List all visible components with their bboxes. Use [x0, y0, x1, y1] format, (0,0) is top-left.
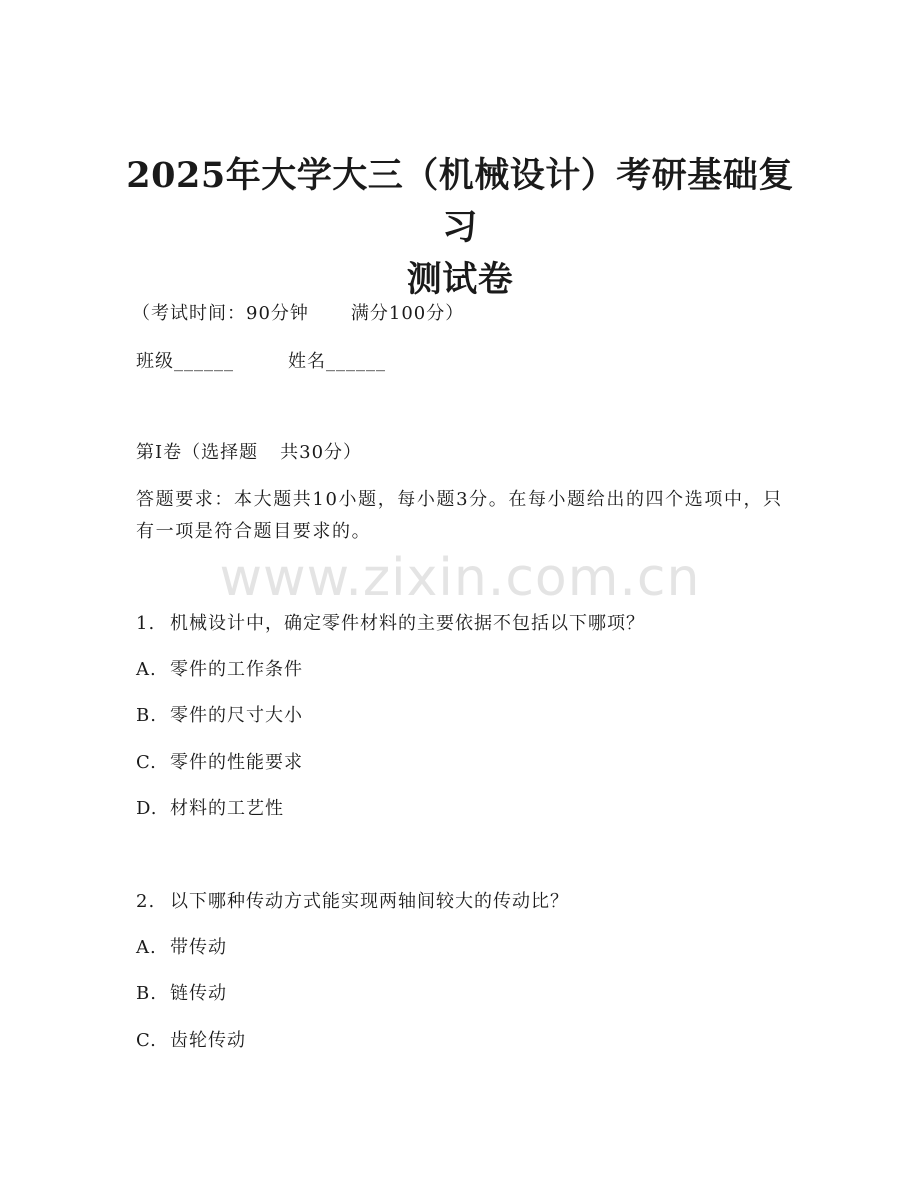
question-number: 1. — [136, 613, 156, 634]
option-text: 零件的性能要求 — [170, 752, 303, 773]
exam-info — [132, 297, 464, 331]
question-text: 机械设计中，确定零件材料的主要依据不包括以下哪项？ — [170, 613, 645, 634]
question-1 — [136, 607, 645, 641]
question-number: 2. — [136, 891, 156, 912]
option-text: 零件的工作条件 — [170, 659, 303, 680]
option-letter: C. — [136, 1030, 157, 1051]
name-field: 姓名______ — [288, 351, 386, 372]
title-line-1: 2025年大学大三（机械设计）考研基础复习 — [126, 155, 794, 248]
option-text: 链传动 — [170, 983, 227, 1004]
document-title — [110, 150, 810, 306]
option-text: 带传动 — [170, 937, 227, 958]
section-heading — [136, 436, 362, 470]
option-text: 齿轮传动 — [170, 1030, 246, 1051]
section-heading-left: 第Ⅰ卷（选择题 — [136, 442, 259, 463]
exam-score: 满分100分） — [350, 303, 465, 324]
section-instructions: 答题要求：本大题共10小题，每小题3分。在每小题给出的四个选项中，只有一项是符合题目要求的。 — [136, 489, 783, 542]
question-2-option-c — [136, 1024, 246, 1058]
exam-time: （考试时间：90分钟 — [132, 303, 309, 324]
question-2-option-a — [136, 931, 227, 965]
question-1-option-c — [136, 746, 303, 780]
option-letter: D. — [136, 798, 158, 819]
question-2-option-b — [136, 977, 227, 1011]
question-text: 以下哪种传动方式能实现两轴间较大的传动比？ — [170, 891, 569, 912]
student-fields — [136, 345, 386, 379]
class-field: 班级______ — [136, 351, 234, 372]
section-heading-right: 共30分） — [280, 442, 363, 463]
option-letter: A. — [136, 937, 157, 958]
option-text: 材料的工艺性 — [170, 798, 284, 819]
question-1-option-b — [136, 699, 303, 733]
option-letter: A. — [136, 659, 157, 680]
title-line-2: 测试卷 — [406, 259, 514, 300]
question-1-option-a — [136, 653, 303, 687]
option-text: 零件的尺寸大小 — [170, 705, 303, 726]
question-2 — [136, 885, 569, 919]
option-letter: B. — [136, 983, 157, 1004]
option-letter: C. — [136, 752, 157, 773]
watermark: www.zixin.com.cn — [219, 548, 701, 608]
question-1-option-d — [136, 792, 284, 826]
option-letter: B. — [136, 705, 157, 726]
